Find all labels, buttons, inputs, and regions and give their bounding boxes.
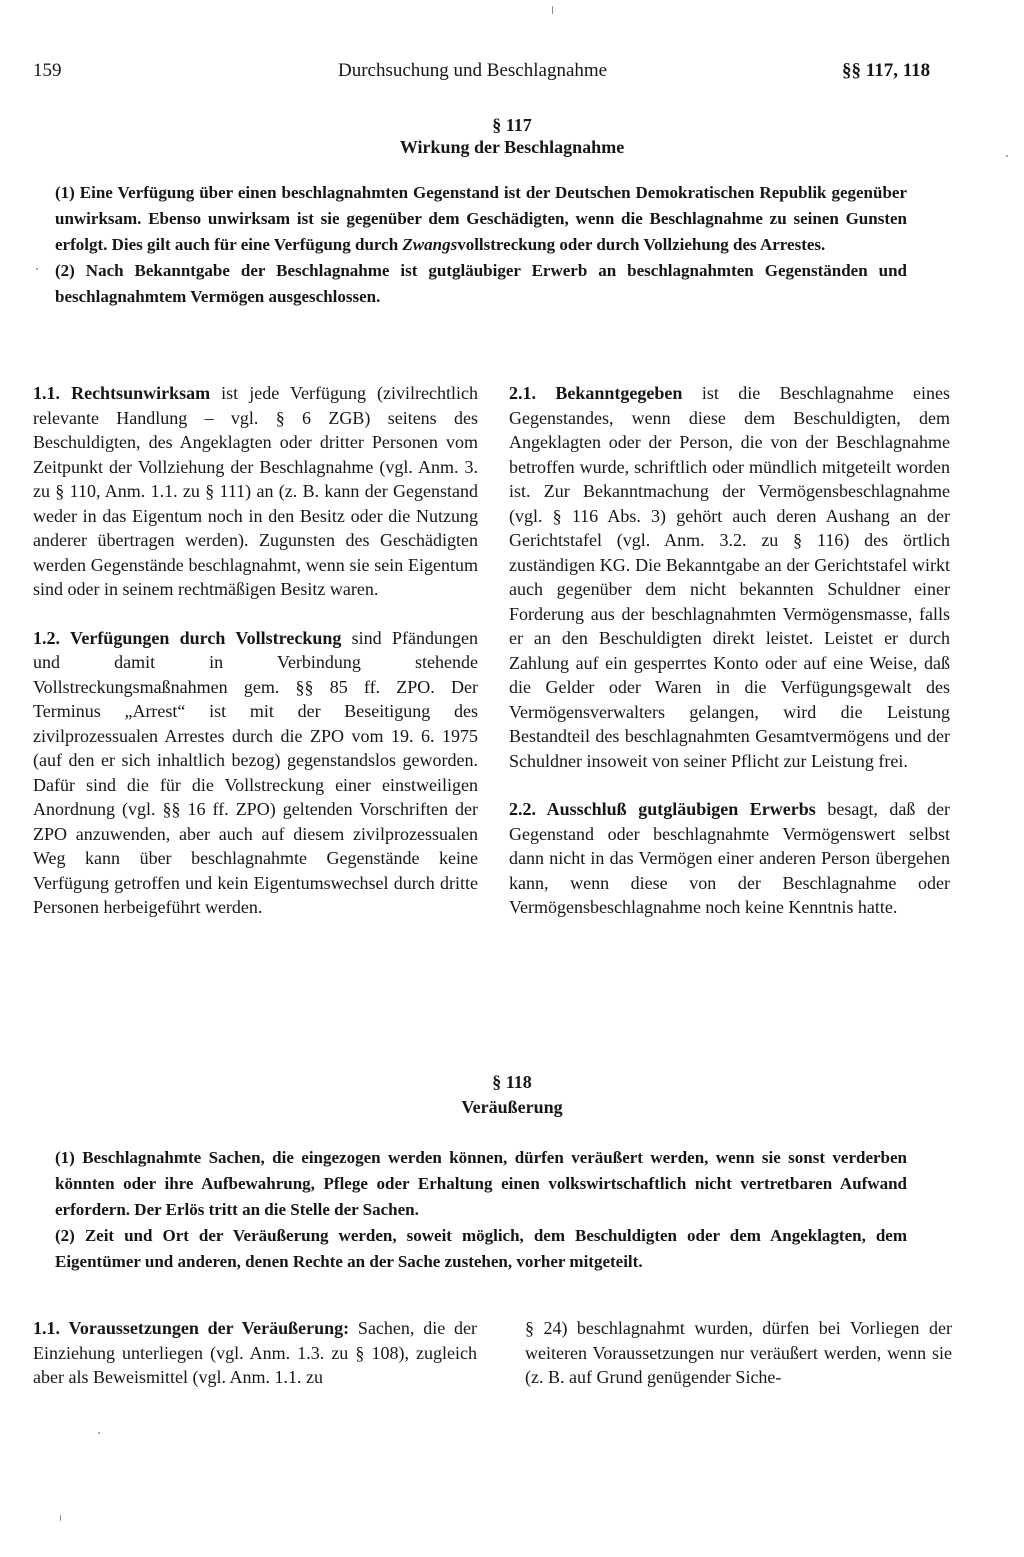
note-2-1 [509, 381, 950, 773]
commentary-column-right [525, 1316, 952, 1390]
section-118-title: Veräußerung [461, 1097, 563, 1117]
scan-speck [1006, 155, 1008, 157]
scan-speck [98, 1432, 100, 1434]
note-heading: 2.2. Ausschluß gutgläubigen Erwerbs [509, 799, 816, 819]
running-paragraphs: §§ 117, 118 [842, 60, 931, 81]
section-117-title: Wirkung der Beschlagnahme [399, 137, 625, 157]
note-text: ist die Beschlagnahme eines Gegenstandes, wenn diese dem Beschuldigten, dem Angeklagten oder der Person, die von der Beschlagnahme betroffen wurde, schriftlich oder mündlich mitgeteilt worden ist. Zur Bekanntmachung der Vermögensbeschlagnahme (vgl. § 116 Abs. 3) gehört auch deren Aushang an der Gerichtstafel (vgl. Anm. 3.2. zu § 116) des örtlich zuständigen KG. Die Bekanntgabe an der Gerichtstafel wirkt auch gegenüber dem nicht bekannten Schuldner einer Forderung aus der beschlagnahmten Vermögensmasse, falls er an den Beschuldigten direkt leistet. Leistet er durch Zahlung auf ein gesperrtes Konto oder auf eine Weise, daß die Gelder oder Waren in die Verfügungsgewalt des Vermögensverwalters gelangen, wird die Leistung Bestandteil des beschlagnahmten Gesamtvermögens und der Schuldner insoweit von seiner Pflicht zur Leistung frei. [509, 383, 950, 771]
note-continuation [525, 1316, 952, 1390]
page-number: 159 [33, 60, 62, 81]
commentary-column-right [509, 381, 950, 920]
law-paragraph-2: (2) Zeit und Ort der Veräußerung werden, soweit möglich, dem Beschuldigten oder dem Angeklagten, dem Eigentümer und anderen, denen Rechte an der Sache zustehen, vorher mitgeteilt. [55, 1226, 907, 1271]
law-paragraph-1: (1) Eine Verfügung über einen beschlagnahmten Gegenstand ist der Deutschen Demokratischen Republik gegenüber unwirksam. Ebenso unwirksam ist sie gegenüber dem Geschädigten, wenn die Beschlagnahme zu seinen Gunsten erfolgt. Dies gilt auch für eine Verfügung durch Zwangsvollstreckung oder durch Vollziehung des Arrestes. [55, 183, 907, 254]
note-text: ist jede Verfügung (zivilrechtlich relevante Handlung – vgl. § 6 ZGB) seitens des Beschuldigten, des Angeklagten oder dritter Personen vom Zeitpunkt der Vollziehung der Beschlagnahme (vgl. Anm. 3. zu § 110, Anm. 1.1. zu § 111) an (z. B. kann der Gegenstand weder in das Eigentum noch in den Besitz oder die Nutzung anderer übertragen werden). Zugunsten des Geschädigten werden Gegenstände beschlagnahmt, wenn sie sein Eigentum sind oder in seinem rechtmäßigen Besitz waren. [33, 383, 478, 599]
note-heading: 1.1. Voraussetzungen der Veräußerung: [33, 1318, 350, 1338]
law-paragraph-1: (1) Beschlagnahmte Sachen, die eingezogen werden können, dürfen veräußert werden, wenn sie sonst verderben könnten oder ihre Aufbewahrung, Pflege oder Erhaltung einen volkswirtschaftlich nicht vertretbaren Aufwand erfordern. Der Erlös tritt an die Stelle der Sachen. [55, 1148, 907, 1219]
scan-speck [60, 1515, 61, 1521]
note-1-2 [33, 626, 478, 920]
section-118-number: § 118 [492, 1072, 532, 1092]
scan-speck [36, 268, 38, 270]
section-117-number: § 117 [492, 115, 532, 135]
note-heading: 1.2. Verfügungen durch Vollstreckung [33, 627, 342, 648]
note-2-2 [509, 797, 950, 920]
note-heading: 1.1. Rechtsunwirksam [33, 383, 211, 403]
note-text: sind Pfändungen und damit in Verbindung stehende Vollstreckungsmaßnahmen gem. §§ 85 ff. ZPO. Der Terminus „Arrest“ ist mit der Beseitigung des zivilprozessualen Arrestes durch die ZPO vom 19. 6. 1975 (auf den er sich inhaltlich bezog) gegenstandslos geworden. Dafür sind die für die Vollstreckung einer einstweiligen Anordnung (vgl. §§ 16 ff. ZPO) geltenden Vorschriften der ZPO anzuwenden, aber auch auf diesem zivilprozessualen Weg kann über beschlagnahmte Gegenstände keine Verfügung getroffen und kein Eigentumswechsel durch dritte Personen herbeigeführt werden. [33, 627, 478, 917]
note-text: Sachen, die der Einziehung unterliegen (vgl. Anm. 1.3. zu § 108), zugleich aber als Beweismittel (vgl. Anm. 1.1. zu [33, 1318, 477, 1387]
section-117-law-text [55, 180, 907, 310]
law-paragraph-2: (2) Nach Bekanntgabe der Beschlagnahme ist gutgläubiger Erwerb an beschlagnahmten Gegenständen und beschlagnahmtem Vermögen ausgeschlossen. [55, 261, 907, 306]
note-1-1 [33, 381, 478, 602]
commentary-column-left [33, 1316, 477, 1390]
scan-speck [552, 6, 553, 14]
commentary-column-left [33, 381, 478, 920]
note-1-1 [33, 1316, 477, 1390]
note-text: § 24) beschlagnahmt wurden, dürfen bei Vorliegen der weiteren Voraussetzungen nur veräußert werden, wenn sie (z. B. auf Grund genügender Siche- [525, 1318, 952, 1387]
section-118-law-text [55, 1145, 907, 1275]
note-text: besagt, daß der Gegenstand oder beschlagnahmte Vermögenswert selbst dann nicht in das Vermögen einer anderen Person übergehen kann, wenn diese von der Beschlagnahme oder Vermögensbeschlagnahme noch keine Kenntnis hatte. [509, 799, 950, 917]
running-title: Durchsuchung und Beschlagnahme [338, 60, 608, 81]
note-heading: 2.1. Bekanntgegeben [509, 383, 683, 403]
